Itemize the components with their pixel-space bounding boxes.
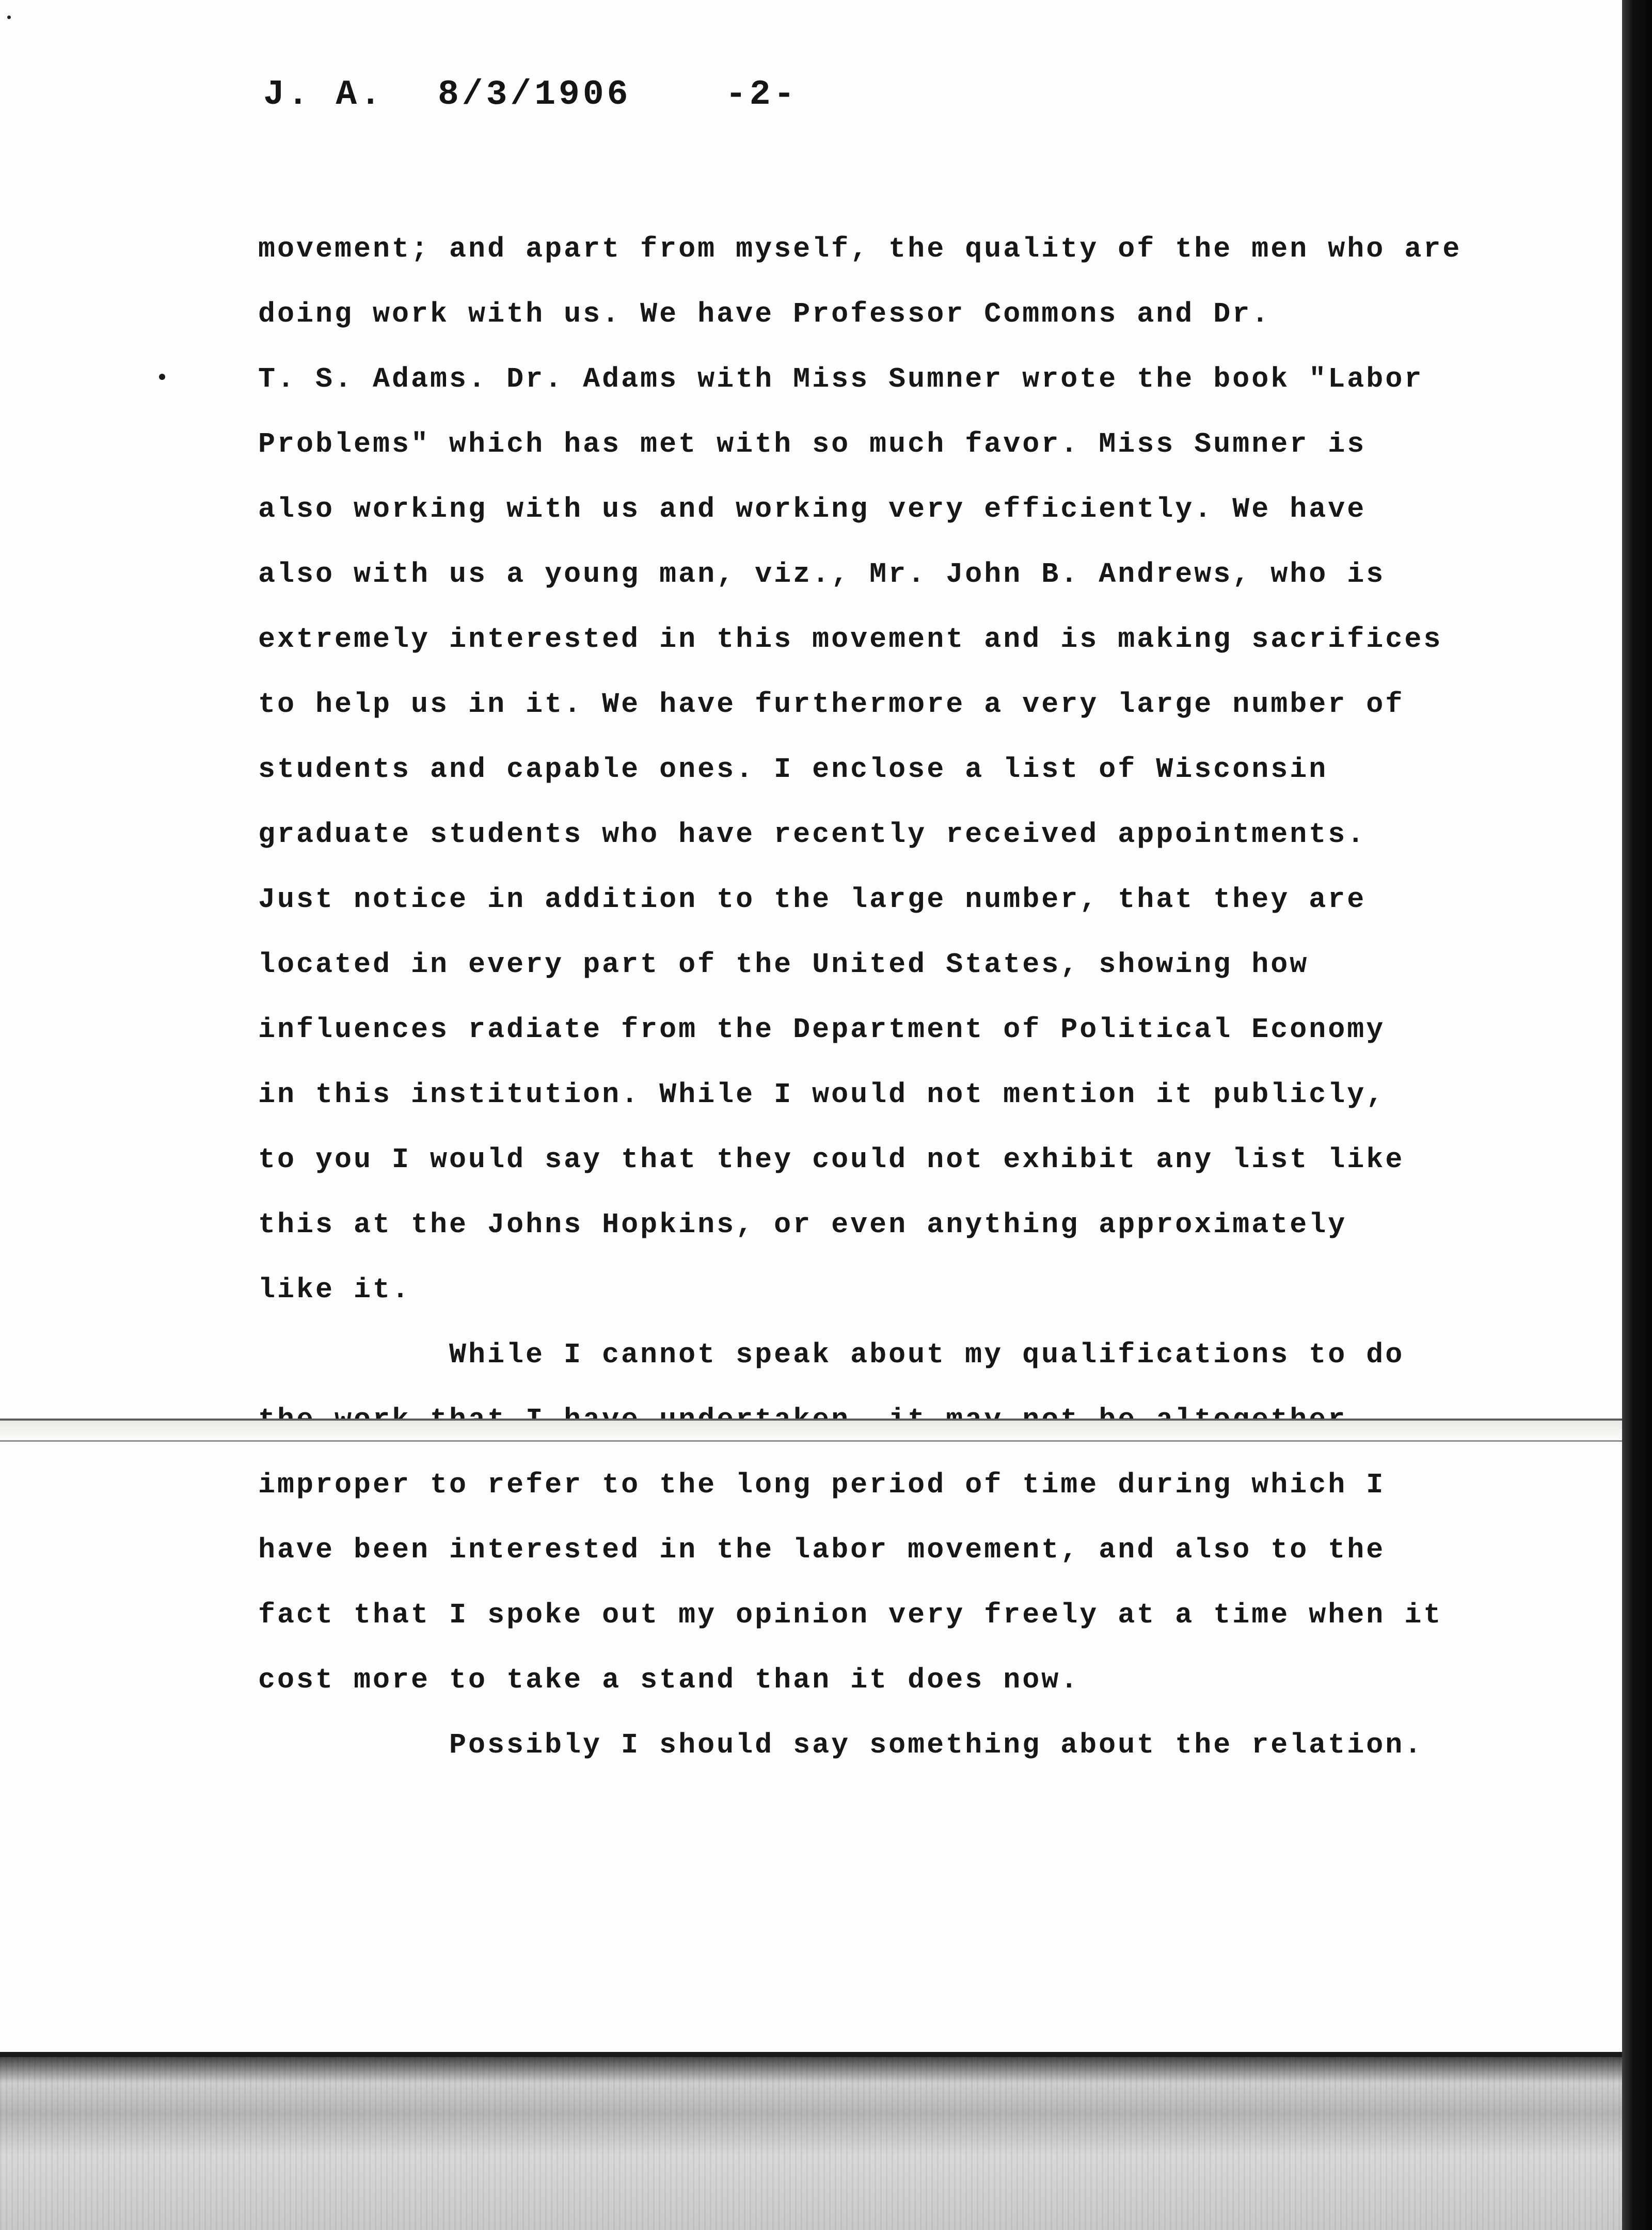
- body-line: like it.: [258, 1273, 411, 1306]
- body-line: in this institution. While I would not mention it publicly,: [258, 1078, 1386, 1111]
- page-bottom-edge: [0, 2052, 1622, 2057]
- header-date: 8/3/1906: [438, 75, 631, 115]
- letter-body: [258, 217, 1462, 1778]
- scan-speck: [7, 15, 11, 19]
- body-line: to help us in it. We have furthermore a very large number of: [258, 688, 1405, 721]
- body-line: located in every part of the United States, showing how: [258, 948, 1309, 981]
- body-line: doing work with us. We have Professor Commons and Dr.: [258, 298, 1271, 330]
- body-line: also with us a young man, viz., Mr. John B. Andrews, who is: [258, 558, 1386, 591]
- body-line: influences radiate from the Department of Political Economy: [258, 1013, 1386, 1046]
- body-line: Just notice in addition to the large number, that they are: [258, 883, 1367, 916]
- body-line: graduate students who have recently received appointments.: [258, 818, 1367, 851]
- page-fold-shadow: [0, 1421, 1622, 1440]
- header-initials: J. A.: [263, 75, 385, 115]
- body-line: extremely interested in this movement and is making sacrifices: [258, 623, 1443, 656]
- body-line: improper to refer to the long period of time during which I: [258, 1469, 1386, 1501]
- body-line: cost more to take a stand than it does now.: [258, 1664, 1080, 1696]
- header-page-number: -2-: [725, 75, 798, 115]
- scan-bottom-border: [0, 2052, 1622, 2230]
- paragraph-start-line: Possibly I should say something about the relation.: [449, 1729, 1424, 1761]
- body-line: this at the Johns Hopkins, or even anything approximately: [258, 1208, 1347, 1241]
- scan-right-border: [1622, 0, 1652, 2230]
- body-line: movement; and apart from myself, the quality of the men who are: [258, 233, 1462, 265]
- letter-header: [0, 75, 1622, 116]
- body-line: T. S. Adams. Dr. Adams with Miss Sumner wrote the book "Labor: [258, 363, 1424, 395]
- paragraph-start-line: While I cannot speak about my qualifications to do: [449, 1339, 1405, 1371]
- body-line: have been interested in the labor movement, and also to the: [258, 1534, 1386, 1566]
- body-line: Problems" which has met with so much favor. Miss Sumner is: [258, 428, 1367, 460]
- stray-ink-dot: [159, 374, 165, 380]
- page-fold-line: [0, 1419, 1622, 1421]
- body-line: students and capable ones. I enclose a list of Wisconsin: [258, 753, 1328, 786]
- body-line: fact that I spoke out my opinion very freely at a time when it: [258, 1599, 1443, 1631]
- page-fold-line: [0, 1440, 1622, 1442]
- body-line: also working with us and working very efficiently. We have: [258, 493, 1367, 525]
- body-line: to you I would say that they could not exhibit any list like: [258, 1143, 1405, 1176]
